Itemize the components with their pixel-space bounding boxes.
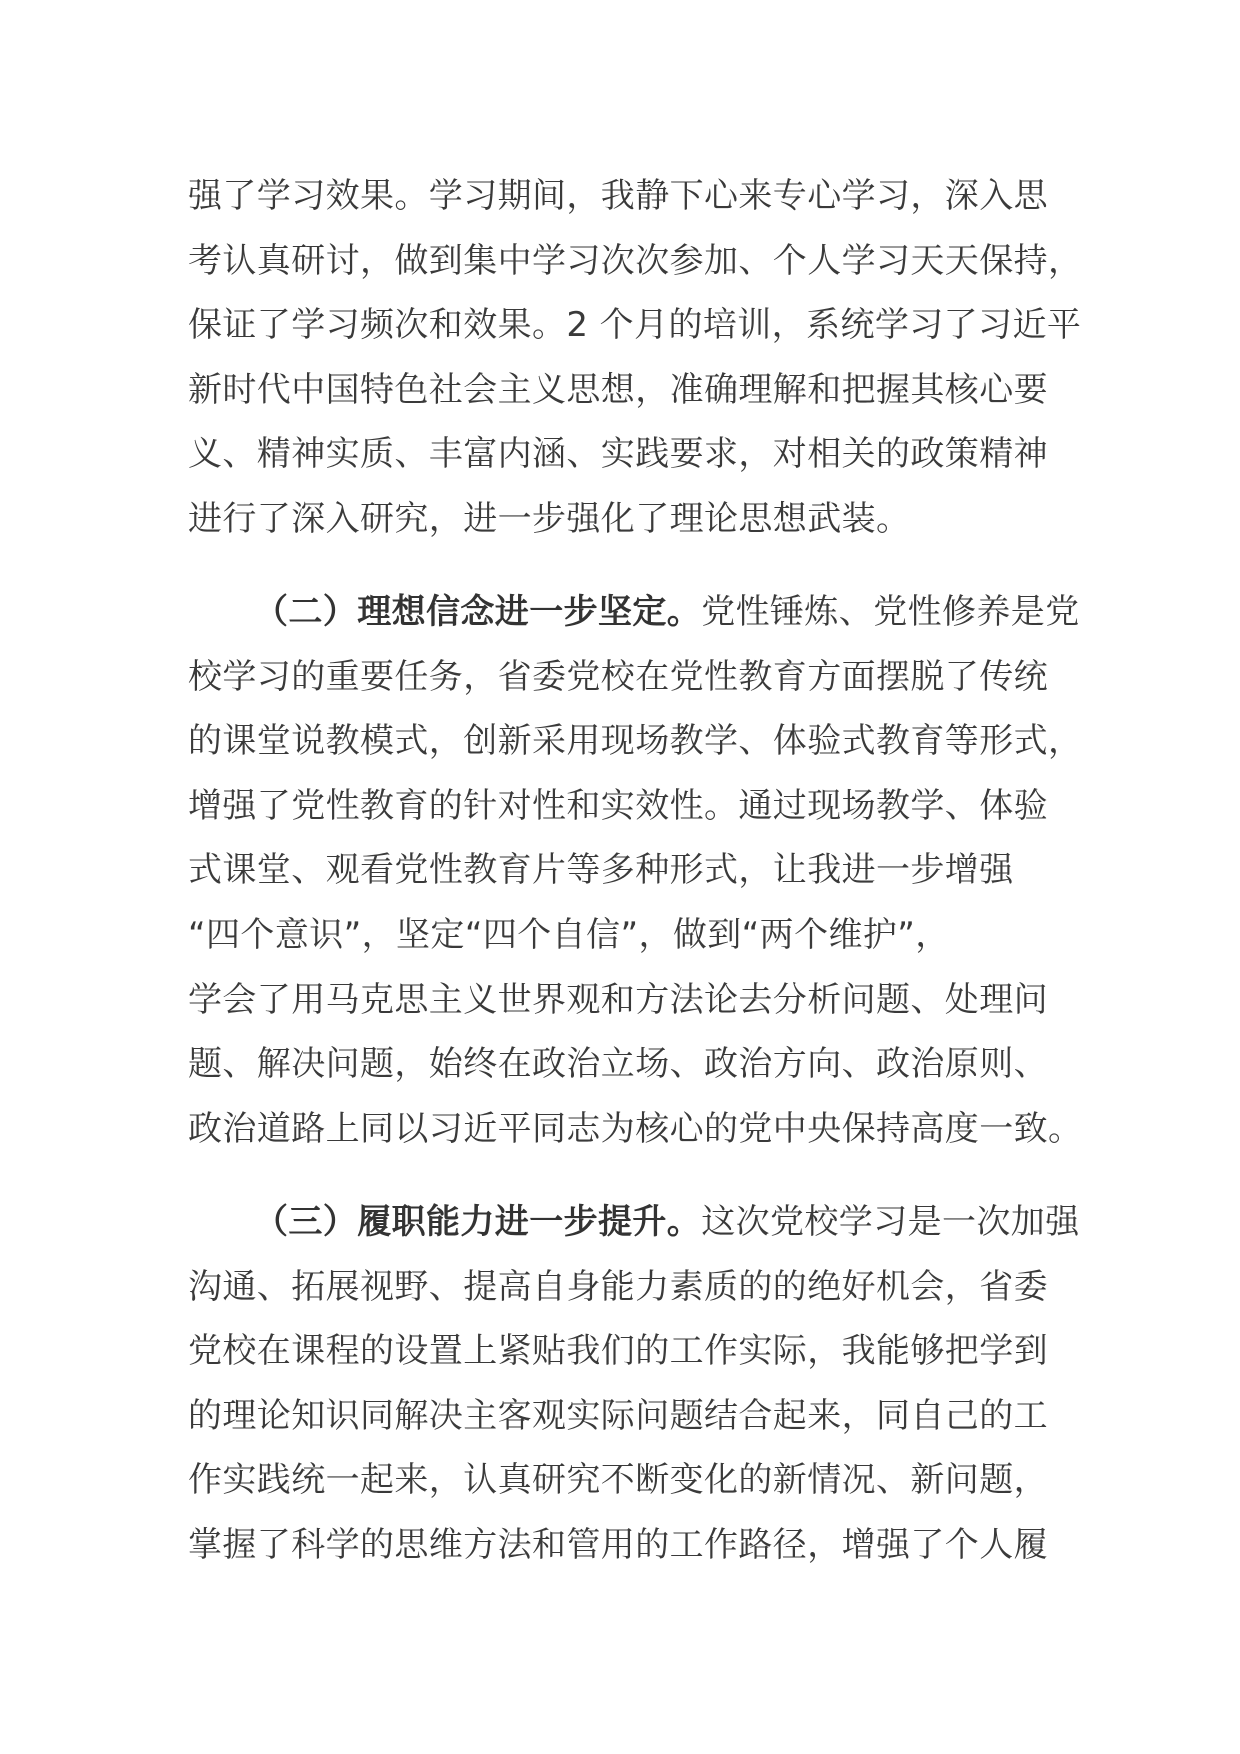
text-line: 党校在课程的设置上紧贴我们的工作实际，我能够把学到 — [188, 1331, 1048, 1372]
paragraph-ideals-belief — [188, 580, 1083, 1161]
paragraph-duty-ability — [188, 1190, 1080, 1578]
text-line: 新时代中国特色社会主义思想，准确理解和把握其核心要 — [188, 369, 1048, 410]
section-heading: （三）履职能力进一步提升。 — [254, 1202, 702, 1242]
text-line: 进行了深入研究，进一步强化了理论思想武装。 — [188, 498, 911, 539]
text-line — [188, 1190, 1080, 1255]
text-line: 强了学习效果。学习期间，我静下心来专心学习，深入思 — [188, 176, 1048, 216]
text-line — [188, 580, 1080, 645]
section-heading: （二）理想信念进一步坚定。 — [254, 592, 702, 632]
text-line: 的课堂说教模式，创新采用现场教学、体验式教育等形式， — [188, 721, 1083, 762]
text-fragment: 党性锤炼、党性修养是党 — [701, 592, 1080, 632]
text-line: “四个意识”，坚定“四个自信”，做到“两个维护”， — [188, 914, 950, 955]
text-line: 沟通、拓展视野、提高自身能力素质的的绝好机会，省委 — [188, 1266, 1048, 1307]
text-line: 校学习的重要任务，省委党校在党性教育方面摆脱了传统 — [188, 656, 1048, 697]
text-line: 政治道路上同以习近平同志为核心的党中央保持高度一致。 — [188, 1108, 1083, 1149]
text-line: 义、精神实质、丰富内涵、实践要求，对相关的政策精神 — [188, 434, 1048, 475]
text-line: 学会了用马克思主义世界观和方法论去分析问题、处理问 — [188, 979, 1048, 1020]
text-fragment: 这次党校学习是一次加强 — [701, 1202, 1080, 1242]
text-line: 的理论知识同解决主客观实际问题结合起来，同自己的工 — [188, 1395, 1048, 1436]
text-line: 增强了党性教育的针对性和实效性。通过现场教学、体验 — [188, 785, 1048, 826]
paragraph-study-effect — [188, 164, 1083, 552]
text-line: 题、解决问题，始终在政治立场、政治方向、政治原则、 — [188, 1044, 1048, 1085]
text-line: 作实践统一起来，认真研究不断变化的新情况、新问题， — [188, 1460, 1048, 1501]
text-line: 式课堂、观看党性教育片等多种形式，让我进一步增强 — [188, 850, 1014, 891]
text-line: 保证了学习频次和效果。2 个月的培训，系统学习了习近平 — [188, 305, 1082, 346]
text-line: 掌握了科学的思维方法和管用的工作路径，增强了个人履 — [188, 1524, 1048, 1565]
text-line: 考认真研讨，做到集中学习次次参加、个人学习天天保持， — [188, 240, 1083, 281]
